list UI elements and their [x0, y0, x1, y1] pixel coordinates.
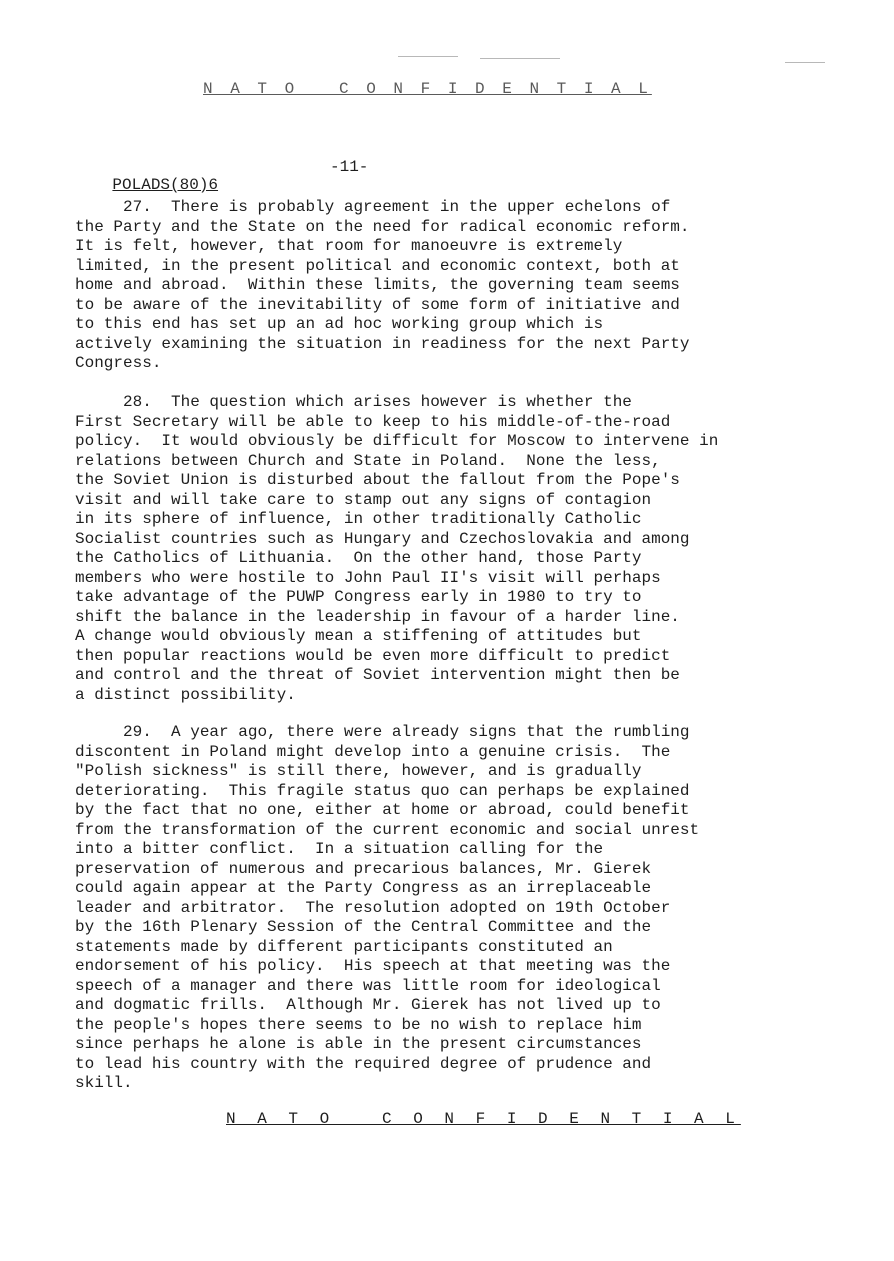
scan-mark [785, 62, 825, 63]
classification-marking-bottom: N A T O C O N F I D E N T I A L [226, 1110, 741, 1128]
scan-mark [480, 58, 560, 59]
page-number: -11- [330, 158, 369, 176]
paragraph-27: 27. There is probably agreement in the upper echelons of the Party and the State on the need for radical economic reform. It is felt, however, that room for manoeuvre is extremely limited, in the present political and economic context, both at home and abroad. Within these limits, the governing team seems to be aware of the inevitability of some form of initiative and to this end has set up an ad hoc working group which is actively examining the situation in readiness for the next Party Congress. [75, 198, 690, 372]
paragraph-28: 28. The question which arises however is whether the First Secretary will be able to keep to his middle-of-the-road policy. It would obviously be difficult for Moscow to intervene in relations between Church and State in Poland. None the less, the Soviet Union is disturbed about the fallout from the Pope's visit and will take care to stamp out any signs of contagion in its sphere of influence, in other traditionally Catholic Socialist countries such as Hungary and Czechoslovakia and among the Catholics of Lithuania. On the other hand, those Party members who were hostile to John Paul II's visit will perhaps take advantage of the PUWP Congress early in 1980 to try to shift the balance in the leadership in favour of a harder line. A change would obviously mean a stiffening of attitudes but then popular reactions would be even more difficult to predict and control and the threat of Soviet intervention might then be a distinct possibility. [75, 393, 719, 704]
scan-mark [398, 56, 458, 57]
classification-marking-top: N A T O C O N F I D E N T I A L [203, 80, 652, 98]
document-reference: POLADS(80)6 [112, 176, 219, 194]
paragraph-29: 29. A year ago, there were already signs that the rumbling discontent in Poland might develop into a genuine crisis. The "Polish sickness" is still there, however, and is gradually deteriorating. This fragile status quo can perhaps be explained by the fact that no one, either at home or abroad, could benefit from the transformation of the current economic and social unrest into a bitter conflict. In a situation calling for the preservation of numerous and precarious balances, Mr. Gierek could again appear at the Party Congress as an irreplaceable leader and arbitrator. The resolution adopted on 19th October by the 16th Plenary Session of the Central Committee and the statements made by different participants constituted an endorsement of his policy. His speech at that meeting was the speech of a manager and there was little room for ideological and dogmatic frills. Although Mr. Gierek has not lived up to the people's hopes there seems to be no wish to replace him since perhaps he alone is able in the present circumstances to lead his country with the required degree of prudence and skill. [75, 723, 700, 1092]
